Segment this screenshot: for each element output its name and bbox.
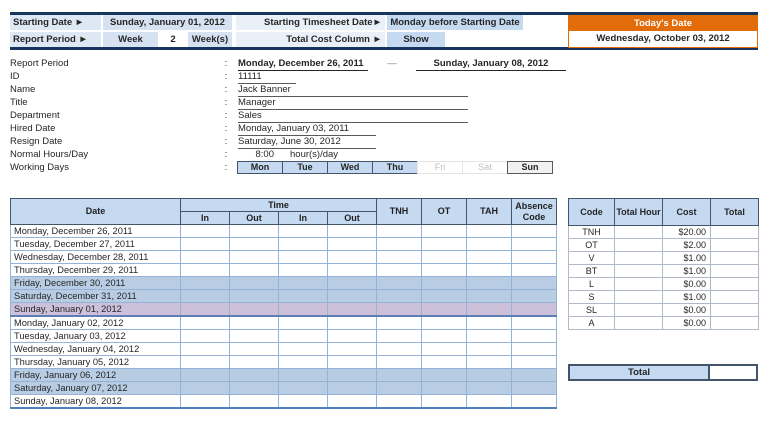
cost-total-hour-cell[interactable] <box>615 265 663 278</box>
working-day-tue[interactable]: Tue <box>282 161 328 174</box>
grand-total-value[interactable] <box>710 366 756 379</box>
week-label: Week <box>103 32 158 47</box>
timesheet-input-cell[interactable] <box>422 330 467 343</box>
form-row-hired-date <box>10 122 566 135</box>
timesheet-input-cell[interactable] <box>377 303 422 317</box>
working-day-fri[interactable]: Fri <box>417 161 463 174</box>
timesheet-input-cell[interactable] <box>512 316 557 330</box>
todays-date-header: Today's Date <box>569 16 757 31</box>
timesheet-input-cell[interactable] <box>512 369 557 382</box>
timesheet-row <box>11 316 557 330</box>
timesheet-input-cell[interactable] <box>377 382 422 395</box>
name-label: Name <box>10 84 36 95</box>
cost-code-cell[interactable]: TNH <box>569 226 615 239</box>
timesheet-input-cell[interactable] <box>377 356 422 369</box>
timesheet-input-cell[interactable] <box>512 343 557 356</box>
timesheet-input-cell[interactable] <box>230 330 279 343</box>
timesheet-input-cell[interactable] <box>422 251 467 264</box>
colon: : <box>224 58 228 69</box>
working-day-thu[interactable]: Thu <box>372 161 418 174</box>
cost-total-cell[interactable] <box>711 226 759 239</box>
working-day-mon[interactable]: Mon <box>237 161 283 174</box>
timesheet-input-cell[interactable] <box>328 290 377 303</box>
cost-cost-cell[interactable]: $2.00 <box>663 239 711 252</box>
timesheet-date-cell[interactable]: Wednesday, December 28, 2011 <box>11 251 181 264</box>
timesheet-input-cell[interactable] <box>422 225 467 238</box>
col-header-in2: In <box>279 212 328 225</box>
cost-total-cell[interactable] <box>711 317 759 330</box>
timesheet-input-cell[interactable] <box>467 382 512 395</box>
timesheet-input-cell[interactable] <box>377 264 422 277</box>
timesheet-input-cell[interactable] <box>512 395 557 409</box>
timesheet-input-cell[interactable] <box>279 382 328 395</box>
hired-date-field[interactable]: Monday, January 03, 2011 <box>238 122 376 136</box>
cost-row <box>569 226 759 239</box>
timesheet-input-cell[interactable] <box>422 395 467 409</box>
cost-total-hour-cell[interactable] <box>615 304 663 317</box>
timesheet-input-cell[interactable] <box>328 382 377 395</box>
timesheet-date-cell[interactable]: Friday, December 30, 2011 <box>11 277 181 290</box>
timesheet-input-cell[interactable] <box>512 225 557 238</box>
timesheet-input-cell[interactable] <box>181 277 230 290</box>
timesheet-input-cell[interactable] <box>279 290 328 303</box>
timesheet-input-cell[interactable] <box>328 330 377 343</box>
timesheet-input-cell[interactable] <box>512 264 557 277</box>
grand-total-label: Total <box>570 366 710 379</box>
cost-header-code: Code <box>569 199 615 226</box>
timesheet-input-cell[interactable] <box>328 251 377 264</box>
timesheet-input-cell[interactable] <box>230 343 279 356</box>
timesheet-row <box>11 290 557 303</box>
timesheet-input-cell[interactable] <box>377 225 422 238</box>
working-days <box>238 161 553 174</box>
timesheet-input-cell[interactable] <box>181 290 230 303</box>
timesheet-input-cell[interactable] <box>181 225 230 238</box>
timesheet-row <box>11 343 557 356</box>
timesheet-input-cell[interactable] <box>279 303 328 317</box>
cost-code-cell[interactable]: A <box>569 317 615 330</box>
cost-cost-cell[interactable]: $0.00 <box>663 278 711 291</box>
timesheet-date-cell[interactable]: Sunday, January 08, 2012 <box>11 395 181 409</box>
timesheet-input-cell[interactable] <box>279 238 328 251</box>
report-period-from[interactable]: Monday, December 26, 2011 <box>238 57 368 71</box>
timesheet-row <box>11 303 557 317</box>
timesheet-input-cell[interactable] <box>467 238 512 251</box>
cost-header-cost: Cost <box>663 199 711 226</box>
cost-row <box>569 239 759 252</box>
cost-code-cell[interactable]: SL <box>569 304 615 317</box>
cost-cost-cell[interactable]: $1.00 <box>663 265 711 278</box>
timesheet-input-cell[interactable] <box>467 356 512 369</box>
working-day-sun[interactable]: Sun <box>507 161 553 174</box>
timesheet-row <box>11 382 557 395</box>
timesheet-input-cell[interactable] <box>230 395 279 409</box>
timesheet-input-cell[interactable] <box>512 382 557 395</box>
timesheet-input-cell[interactable] <box>422 382 467 395</box>
timesheet-input-cell[interactable] <box>328 369 377 382</box>
timesheet-input-cell[interactable] <box>230 225 279 238</box>
timesheet-input-cell[interactable] <box>181 343 230 356</box>
timesheet-input-cell[interactable] <box>377 238 422 251</box>
todays-date-value: Wednesday, October 03, 2012 <box>569 31 757 47</box>
timesheet-input-cell[interactable] <box>279 356 328 369</box>
timesheet-input-cell[interactable] <box>230 251 279 264</box>
timesheet-input-cell[interactable] <box>422 316 467 330</box>
timesheet-input-cell[interactable] <box>467 251 512 264</box>
total-cost-column-label: Total Cost Column ► <box>236 32 385 47</box>
title-field[interactable]: Manager <box>238 96 468 110</box>
timesheet-row <box>11 251 557 264</box>
timesheet-input-cell[interactable] <box>467 264 512 277</box>
cost-cost-cell[interactable]: $1.00 <box>663 252 711 265</box>
cost-code-cell[interactable]: S <box>569 291 615 304</box>
cost-code-cell[interactable]: BT <box>569 265 615 278</box>
timesheet-input-cell[interactable] <box>181 395 230 409</box>
colon: : <box>224 123 228 134</box>
cost-header-total-hour: Total Hour <box>615 199 663 226</box>
starting-timesheet-date-label: Starting Timesheet Date► <box>236 15 385 30</box>
timesheet-input-cell[interactable] <box>181 330 230 343</box>
timesheet-input-cell[interactable] <box>467 290 512 303</box>
cost-cost-cell[interactable]: $0.00 <box>663 304 711 317</box>
timesheet-input-cell[interactable] <box>279 225 328 238</box>
timesheet-input-cell[interactable] <box>467 330 512 343</box>
working-day-wed[interactable]: Wed <box>327 161 373 174</box>
cost-total-cell[interactable] <box>711 291 759 304</box>
timesheet-input-cell[interactable] <box>467 395 512 409</box>
col-header-date: Date <box>11 199 181 225</box>
form-row-resign-date <box>10 135 566 148</box>
col-header-tnh: TNH <box>377 199 422 225</box>
col-header-time: Time <box>181 199 377 212</box>
timesheet-date-cell[interactable]: Tuesday, January 03, 2012 <box>11 330 181 343</box>
cost-total-hour-cell[interactable] <box>615 278 663 291</box>
cost-total-cell[interactable] <box>711 278 759 291</box>
department-field[interactable]: Sales <box>238 109 468 123</box>
timesheet-input-cell[interactable] <box>230 356 279 369</box>
timesheet-input-cell[interactable] <box>328 316 377 330</box>
timesheet-input-cell[interactable] <box>279 330 328 343</box>
timesheet-input-cell[interactable] <box>328 264 377 277</box>
normal-hours-unit: hour(s)/day <box>290 149 339 160</box>
cost-total-cell[interactable] <box>711 252 759 265</box>
cost-row <box>569 265 759 278</box>
timesheet-input-cell[interactable] <box>328 303 377 317</box>
cost-row <box>569 304 759 317</box>
cost-cost-cell[interactable]: $0.00 <box>663 317 711 330</box>
todays-date-block <box>568 15 758 48</box>
timesheet-input-cell[interactable] <box>467 316 512 330</box>
name-field[interactable]: Jack Banner <box>238 83 468 97</box>
weeks-unit-label: Week(s) <box>188 32 232 47</box>
timesheet-input-cell[interactable] <box>328 356 377 369</box>
timesheet-input-cell[interactable] <box>279 277 328 290</box>
timesheet-input-cell[interactable] <box>230 277 279 290</box>
timesheet-input-cell[interactable] <box>512 251 557 264</box>
timesheet-date-cell[interactable]: Tuesday, December 27, 2011 <box>11 238 181 251</box>
timesheet-input-cell[interactable] <box>279 316 328 330</box>
cost-row <box>569 291 759 304</box>
timesheet-input-cell[interactable] <box>328 343 377 356</box>
resign-date-field[interactable]: Saturday, June 30, 2012 <box>238 135 376 149</box>
timesheet-input-cell[interactable] <box>181 238 230 251</box>
cost-total-cell[interactable] <box>711 265 759 278</box>
col-header-out1: Out <box>230 212 279 225</box>
form-row-report-period <box>10 57 566 70</box>
timesheet-input-cell[interactable] <box>512 303 557 317</box>
cost-cost-cell[interactable]: $20.00 <box>663 226 711 239</box>
timesheet-input-cell[interactable] <box>279 343 328 356</box>
timesheet-input-cell[interactable] <box>422 369 467 382</box>
timesheet-input-cell[interactable] <box>279 369 328 382</box>
timesheet-input-cell[interactable] <box>230 264 279 277</box>
timesheet-input-cell[interactable] <box>467 225 512 238</box>
timesheet-input-cell[interactable] <box>328 277 377 290</box>
topbar <box>10 12 758 50</box>
starting-date-label: Starting Date ► <box>10 15 101 30</box>
timesheet-input-cell[interactable] <box>181 356 230 369</box>
starting-date-value[interactable]: Sunday, January 01, 2012 <box>103 15 232 30</box>
colon: : <box>224 97 228 108</box>
cost-table <box>568 198 759 330</box>
timesheet-input-cell[interactable] <box>512 238 557 251</box>
colon: : <box>224 84 228 95</box>
timesheet-date-cell[interactable]: Thursday, December 29, 2011 <box>11 264 181 277</box>
form-row-title <box>10 96 566 109</box>
cost-total-cell[interactable] <box>711 304 759 317</box>
timesheet-table <box>10 198 557 409</box>
timesheet-input-cell[interactable] <box>512 356 557 369</box>
timesheet-input-cell[interactable] <box>422 238 467 251</box>
week-count-input[interactable]: 2 <box>158 32 188 47</box>
timesheet-input-cell[interactable] <box>467 303 512 317</box>
timesheet-input-cell[interactable] <box>377 316 422 330</box>
resign-date-label: Resign Date <box>10 136 63 147</box>
timesheet-input-cell[interactable] <box>279 251 328 264</box>
cost-code-cell[interactable]: V <box>569 252 615 265</box>
colon: : <box>224 110 228 121</box>
timesheet-input-cell[interactable] <box>181 303 230 317</box>
col-header-ot: OT <box>422 199 467 225</box>
cost-total-hour-cell[interactable] <box>615 317 663 330</box>
colon: : <box>224 149 228 160</box>
timesheet-date-cell[interactable]: Friday, January 06, 2012 <box>11 369 181 382</box>
timesheet-input-cell[interactable] <box>230 382 279 395</box>
timesheet-input-cell[interactable] <box>422 343 467 356</box>
report-period-to[interactable]: Sunday, January 08, 2012 <box>416 57 566 71</box>
timesheet-date-cell[interactable]: Monday, January 02, 2012 <box>11 316 181 330</box>
report-period-field-label: Report Period <box>10 58 69 69</box>
timesheet-input-cell[interactable] <box>377 395 422 409</box>
report-period-label: Report Period ► <box>10 32 101 47</box>
timesheet-input-cell[interactable] <box>422 303 467 317</box>
timesheet-input-cell[interactable] <box>279 395 328 409</box>
timesheet-input-cell[interactable] <box>422 264 467 277</box>
cost-total-cell[interactable] <box>711 239 759 252</box>
timesheet-input-cell[interactable] <box>377 343 422 356</box>
grand-total-row <box>568 364 758 381</box>
working-days-label: Working Days <box>10 162 69 173</box>
cost-total-hour-cell[interactable] <box>615 226 663 239</box>
timesheet-row <box>11 238 557 251</box>
cost-cost-cell[interactable]: $1.00 <box>663 291 711 304</box>
timesheet-date-cell[interactable]: Saturday, January 07, 2012 <box>11 382 181 395</box>
colon: : <box>224 136 228 147</box>
timesheet-input-cell[interactable] <box>422 290 467 303</box>
id-field[interactable]: 11111 <box>238 70 296 84</box>
timesheet-input-cell[interactable] <box>467 277 512 290</box>
colon: : <box>224 162 228 173</box>
timesheet-row <box>11 225 557 238</box>
timesheet-row <box>11 395 557 409</box>
timesheet-input-cell[interactable] <box>328 395 377 409</box>
timesheet-input-cell[interactable] <box>230 290 279 303</box>
cost-header-total: Total <box>711 199 759 226</box>
form-row-name <box>10 83 566 96</box>
timesheet-input-cell[interactable] <box>230 303 279 317</box>
timesheet-input-cell[interactable] <box>512 330 557 343</box>
timesheet-input-cell[interactable] <box>328 225 377 238</box>
timesheet-input-cell[interactable] <box>230 238 279 251</box>
timesheet-input-cell[interactable] <box>181 316 230 330</box>
timesheet-input-cell[interactable] <box>328 238 377 251</box>
starting-timesheet-date-select[interactable]: Monday before Starting Date <box>387 15 523 30</box>
hired-date-label: Hired Date <box>10 123 56 134</box>
timesheet-date-cell[interactable]: Thursday, January 05, 2012 <box>11 356 181 369</box>
col-header-absence-code: Absence Code <box>512 199 557 225</box>
working-day-sat[interactable]: Sat <box>462 161 508 174</box>
cost-row <box>569 278 759 291</box>
col-header-tah: TAH <box>467 199 512 225</box>
id-label: ID <box>10 71 20 82</box>
timesheet-input-cell[interactable] <box>422 356 467 369</box>
timesheet-row <box>11 330 557 343</box>
timesheet-input-cell[interactable] <box>377 330 422 343</box>
cost-row <box>569 317 759 330</box>
timesheet-input-cell[interactable] <box>377 277 422 290</box>
report-period-separator: — <box>387 58 397 69</box>
normal-hours-field[interactable]: 8:00 <box>238 148 280 162</box>
cost-code-cell[interactable]: OT <box>569 239 615 252</box>
timesheet-input-cell[interactable] <box>467 343 512 356</box>
timesheet-date-cell[interactable]: Sunday, January 01, 2012 <box>11 303 181 317</box>
form-row-normal-hours <box>10 148 566 161</box>
timesheet-date-cell[interactable]: Monday, December 26, 2011 <box>11 225 181 238</box>
timesheet-input-cell[interactable] <box>181 251 230 264</box>
timesheet-input-cell[interactable] <box>377 290 422 303</box>
timesheet-date-cell[interactable]: Wednesday, January 04, 2012 <box>11 343 181 356</box>
timesheet-row <box>11 356 557 369</box>
normal-hours-label: Normal Hours/Day <box>10 149 89 160</box>
timesheet-input-cell[interactable] <box>181 369 230 382</box>
timesheet-date-cell[interactable]: Saturday, December 31, 2011 <box>11 290 181 303</box>
timesheet-input-cell[interactable] <box>512 290 557 303</box>
timesheet-input-cell[interactable] <box>377 369 422 382</box>
form-row-department <box>10 109 566 122</box>
timesheet-row <box>11 277 557 290</box>
cost-code-cell[interactable]: L <box>569 278 615 291</box>
timesheet-row <box>11 264 557 277</box>
timesheet-row <box>11 369 557 382</box>
cost-total-hour-cell[interactable] <box>615 291 663 304</box>
timesheet-input-cell[interactable] <box>422 277 467 290</box>
form-row-working-days <box>10 161 566 174</box>
col-header-out2: Out <box>328 212 377 225</box>
timesheet-input-cell[interactable] <box>512 277 557 290</box>
timesheet-input-cell[interactable] <box>279 264 328 277</box>
total-cost-column-select[interactable]: Show <box>387 32 445 47</box>
timesheet-input-cell[interactable] <box>181 264 230 277</box>
title-label: Title <box>10 97 28 108</box>
cost-total-hour-cell[interactable] <box>615 252 663 265</box>
employee-form <box>10 57 566 174</box>
colon: : <box>224 71 228 82</box>
timesheet-input-cell[interactable] <box>467 369 512 382</box>
timesheet-input-cell[interactable] <box>181 382 230 395</box>
department-label: Department <box>10 110 60 121</box>
cost-total-hour-cell[interactable] <box>615 239 663 252</box>
col-header-in1: In <box>181 212 230 225</box>
timesheet-input-cell[interactable] <box>230 316 279 330</box>
timesheet-input-cell[interactable] <box>230 369 279 382</box>
form-row-id <box>10 70 566 83</box>
timesheet-input-cell[interactable] <box>377 251 422 264</box>
cost-row <box>569 252 759 265</box>
